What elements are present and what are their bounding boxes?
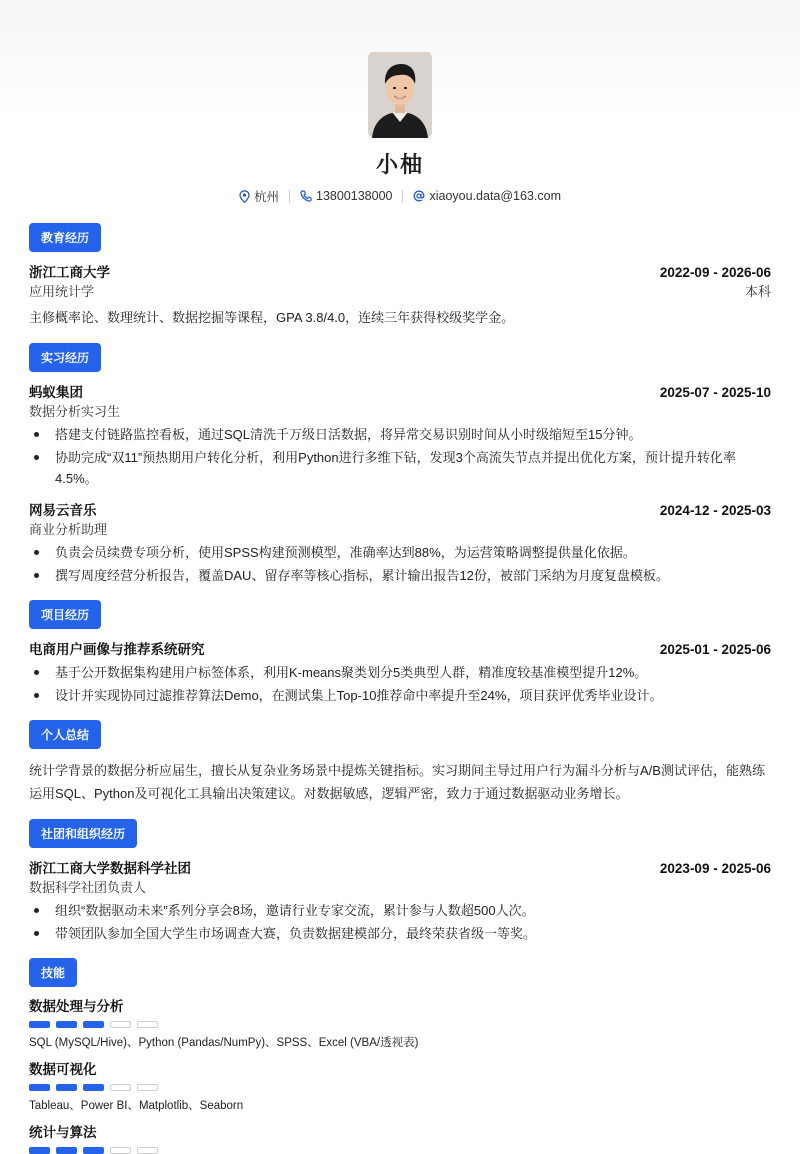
skill-name: 统计与算法 — [29, 1125, 97, 1140]
contact-city — [229, 187, 289, 205]
club-role: 数据科学社团负责人 — [29, 880, 147, 895]
education-date: 2022-09 - 2026-06 — [659, 265, 771, 280]
bullet-list — [29, 424, 771, 489]
company-name: 网易云音乐 — [29, 503, 97, 518]
location-pin-icon — [239, 190, 250, 203]
skill-item — [29, 1121, 771, 1154]
section-title-internship: 实习经历 — [29, 343, 101, 372]
skill-level-bar — [29, 1084, 771, 1091]
job-role: 商业分析助理 — [29, 522, 108, 537]
skill-level-segment-empty — [137, 1084, 158, 1091]
skill-level-segment-filled — [56, 1147, 77, 1154]
internship-section — [29, 343, 771, 586]
skill-level-segment-filled — [29, 1147, 50, 1154]
club-date: 2023-09 - 2025-06 — [659, 861, 771, 876]
avatar-illustration — [368, 52, 432, 138]
internship-entry — [29, 499, 771, 586]
internship-date: 2024-12 - 2025-03 — [659, 503, 771, 518]
skill-name: 数据处理与分析 — [29, 999, 124, 1014]
skill-level-segment-empty — [110, 1147, 131, 1154]
candidate-name: 小柚 — [375, 152, 424, 177]
skill-level-segment-filled — [56, 1084, 77, 1091]
internship-date: 2025-07 - 2025-10 — [659, 385, 771, 400]
section-title-skills: 技能 — [29, 958, 77, 987]
education-entry — [29, 261, 771, 329]
skill-name: 数据可视化 — [29, 1062, 97, 1077]
education-description: 主修概率论、数理统计、数据挖掘等课程，GPA 3.8/4.0，连续三年获得校级奖学金。 — [29, 310, 515, 325]
bullet-list — [29, 900, 771, 944]
club-name: 浙江工商大学数据科学社团 — [29, 861, 191, 876]
contact-row — [29, 187, 771, 205]
skill-level-segment-empty — [137, 1147, 158, 1154]
profile-photo — [368, 52, 432, 138]
project-section — [29, 600, 771, 706]
skill-level-segment-filled — [56, 1021, 77, 1028]
contact-phone — [290, 189, 402, 203]
resume-header — [29, 52, 771, 205]
project-name: 电商用户画像与推荐系统研究 — [29, 642, 205, 657]
bullet-item: 设计并实现协同过滤推荐算法Demo，在测试集上Top-10推荐命中率提升至24%，项目获评优秀毕业设计。 — [29, 685, 771, 706]
at-sign-icon — [413, 190, 425, 202]
internship-entry — [29, 381, 771, 489]
degree: 本科 — [744, 284, 771, 299]
skill-level-segment-filled — [83, 1021, 104, 1028]
skill-level-bar — [29, 1021, 771, 1028]
bullet-item: 撰写周度经营分析报告，覆盖DAU、留存率等核心指标，累计输出报告12份，被部门采纳为月度复盘模板。 — [29, 565, 771, 586]
education-section — [29, 223, 771, 329]
summary-text: 统计学背景的数据分析应届生，擅长从复杂业务场景中提炼关键指标。实习期间主导过用户行为漏斗分析与A/B测试评估，能熟练运用SQL、Python及可视化工具输出决策建议。对数据敏感，逻辑严密，致力于通过数据驱动业务增长。 — [29, 763, 765, 801]
skill-level-segment-empty — [110, 1084, 131, 1091]
skill-level-segment-filled — [29, 1021, 50, 1028]
project-entry — [29, 638, 771, 706]
skill-level-segment-filled — [83, 1147, 104, 1154]
major: 应用统计学 — [29, 284, 95, 299]
bullet-item: 组织“数据驱动未来”系列分享会8场，邀请行业专家交流，累计参与人数超500人次。 — [29, 900, 771, 921]
skill-level-segment-filled — [29, 1084, 50, 1091]
company-name: 蚂蚁集团 — [29, 385, 83, 400]
bullet-item: 搭建支付链路监控看板，通过SQL清洗千万级日活数据，将异常交易识别时间从小时级缩短至15分钟。 — [29, 424, 771, 445]
job-role: 数据分析实习生 — [29, 404, 121, 419]
club-entry — [29, 857, 771, 944]
bullet-list — [29, 662, 771, 706]
skill-description: Tableau、Power BI、Matplotlib、Seaborn — [29, 1100, 244, 1112]
club-section — [29, 819, 771, 944]
bullet-list — [29, 542, 771, 586]
bullet-item: 带领团队参加全国大学生市场调查大赛，负责数据建模部分，最终荣获省级一等奖。 — [29, 923, 771, 944]
project-date: 2025-01 - 2025-06 — [659, 642, 771, 657]
skill-level-segment-filled — [83, 1084, 104, 1091]
bullet-item: 协助完成“双11”预热期用户转化分析，利用Python进行多维下钻，发现3个高流失节点并提出优化方案，预计提升转化率4.5%。 — [29, 447, 771, 489]
city-text: 杭州 — [253, 190, 279, 204]
section-title-club: 社团和组织经历 — [29, 819, 137, 848]
school-name: 浙江工商大学 — [29, 265, 110, 280]
skill-level-segment-empty — [110, 1021, 131, 1028]
skill-description: SQL (MySQL/Hive)、Python (Pandas/NumPy)、SPSS、Excel (VBA/透视表) — [29, 1037, 419, 1049]
section-title-project: 项目经历 — [29, 600, 101, 629]
skill-level-bar — [29, 1147, 771, 1154]
summary-section — [29, 720, 771, 805]
bullet-item: 基于公开数据集构建用户标签体系，利用K-means聚类划分5类典型人群，精准度较基准模型提升12%。 — [29, 662, 771, 683]
section-title-summary: 个人总结 — [29, 720, 101, 749]
phone-text[interactable]: 13800138000 — [316, 189, 393, 203]
phone-icon — [300, 190, 312, 202]
section-title-education: 教育经历 — [29, 223, 101, 252]
bullet-item: 负责会员续费专项分析，使用SPSS构建预测模型，准确率达到88%，为运营策略调整提供量化依据。 — [29, 542, 771, 563]
skill-item — [29, 1058, 771, 1113]
email-text[interactable]: xiaoyou.data@163.com — [429, 189, 562, 203]
skill-item — [29, 995, 771, 1050]
skills-section — [29, 958, 771, 1154]
skill-level-segment-empty — [137, 1021, 158, 1028]
contact-email — [403, 189, 571, 203]
